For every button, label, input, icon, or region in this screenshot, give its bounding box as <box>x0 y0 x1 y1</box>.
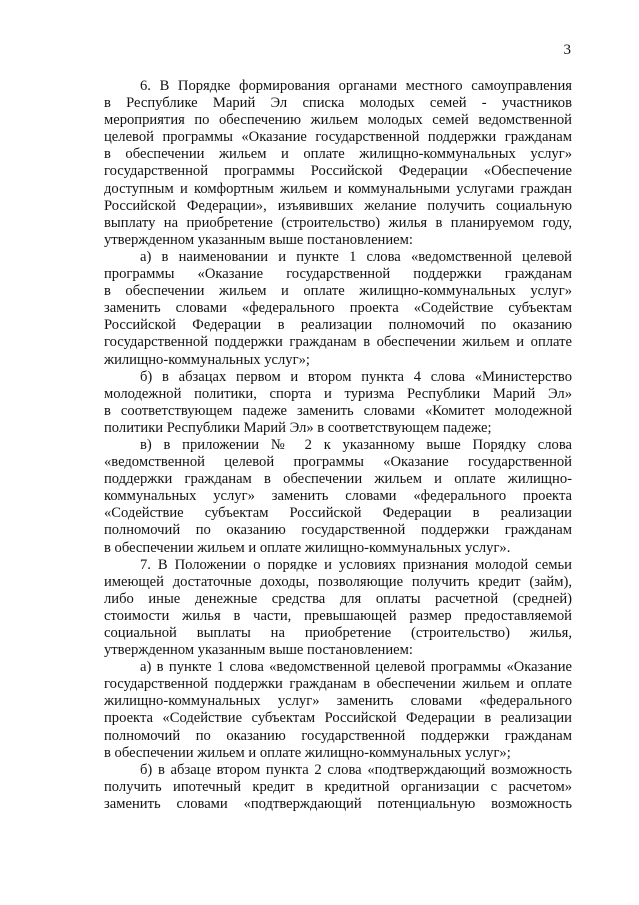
text-line: в обеспечении жильем и оплате жилищно-коммунальных услуг». <box>104 539 511 556</box>
text-line: стоимости жилья в части, превышающей размер предоставляемой <box>104 607 572 624</box>
text-line: в Республике Марий Эл списка молодых семей - участников <box>104 95 572 112</box>
text-line: полномочий по оказанию государственной поддержки гражданам <box>104 522 572 539</box>
text-line: а) в наименовании и пункте 1 слова «ведомственной целевой <box>140 248 572 265</box>
text-line: социальной выплаты на приобретение (строительство) жилья, <box>104 625 572 641</box>
text-line: получить ипотечный кредит в кредитной организации с расчетом» <box>104 778 572 795</box>
text-line: б) в абзацах первом и втором пункта 4 слова «Министерство <box>140 368 572 385</box>
text-line: «Содействие субъектам Российской Федерации в реализации <box>104 505 572 522</box>
text-line: имеющей достаточные доходы, позволяющие получить кредит (займ), <box>104 573 572 590</box>
text-line: жилищно-коммунальных услуг»; <box>104 351 310 368</box>
text-line: либо иные денежные средства для оплаты расчетной (средней) <box>104 590 572 607</box>
text-line: Российской Федерации в реализации полномочий по оказанию <box>104 317 572 334</box>
text-line: в) в приложении № 2 к указанному выше Порядку слова <box>140 436 572 453</box>
text-line: государственной поддержки гражданам в обеспечении жильем и оплате <box>104 334 572 351</box>
text-line: целевой программы «Оказание государственной поддержки гражданам <box>104 129 572 146</box>
text-line: поддержки гражданам в обеспечении жильем и оплате жилищно- <box>104 471 572 488</box>
text-line: в обеспечении жильем и оплате жилищно-коммунальных услуг» <box>104 283 572 300</box>
text-line: в соответствующем падеже заменить словами «Комитет молодежной <box>104 402 572 419</box>
text-line: заменить словами «подтверждающий потенциальную возможность <box>104 795 572 812</box>
text-line: программы «Оказание государственной поддержки гражданам <box>104 266 572 283</box>
text-line: коммунальных услуг» заменить словами «федерального проекта <box>104 488 572 505</box>
text-line: полномочий по оказанию государственной поддержки гражданам <box>104 727 572 744</box>
text-line: государственной программы Российской Федерации «Обеспечение <box>104 163 572 180</box>
text-line: утвержденном указанным выше постановлением: <box>104 642 413 659</box>
text-line: жилищно-коммунальных услуг» заменить словами «федерального <box>104 693 572 710</box>
text-line: проекта «Содействие субъектам Российской Федерации в реализации <box>104 710 572 727</box>
document-body <box>104 78 572 813</box>
text-line: 6. В Порядке формирования органами местного самоуправления <box>140 78 572 94</box>
text-line: б) в абзаце втором пункта 2 слова «подтверждающий возможность <box>140 761 572 778</box>
page-number: 3 <box>563 42 571 58</box>
text-line: Российской Федерации», изъявивших желание получить социальную <box>104 197 572 214</box>
text-line: мероприятия по обеспечению жильем молодых семей ведомственной <box>104 112 572 129</box>
text-line: выплату на приобретение (строительство) жилья в планируемом году, <box>104 214 572 231</box>
text-line: в обеспечении жильем и оплате жилищно-коммунальных услуг» <box>104 146 572 163</box>
text-line: а) в пункте 1 слова «ведомственной целевой программы «Оказание <box>140 659 572 676</box>
text-line: «ведомственной целевой программы «Оказание государственной <box>104 454 572 471</box>
text-line: в обеспечении жильем и оплате жилищно-коммунальных услуг»; <box>104 744 511 761</box>
text-line: политики Республики Марий Эл» в соответствующем падеже; <box>104 419 492 436</box>
text-line: молодежной политики, спорта и туризма Республики Марий Эл» <box>104 385 572 402</box>
text-line: утвержденном указанным выше постановлением: <box>104 231 413 248</box>
text-line: доступным и комфортным жильем и коммунальными услугами граждан <box>104 180 572 197</box>
text-line: 7. В Положении о порядке и условиях признания молодой семьи <box>140 556 572 573</box>
text-line: государственной поддержки гражданам в обеспечении жильем и оплате <box>104 676 572 693</box>
text-line: заменить словами «федерального проекта «Содействие субъектам <box>104 300 572 317</box>
